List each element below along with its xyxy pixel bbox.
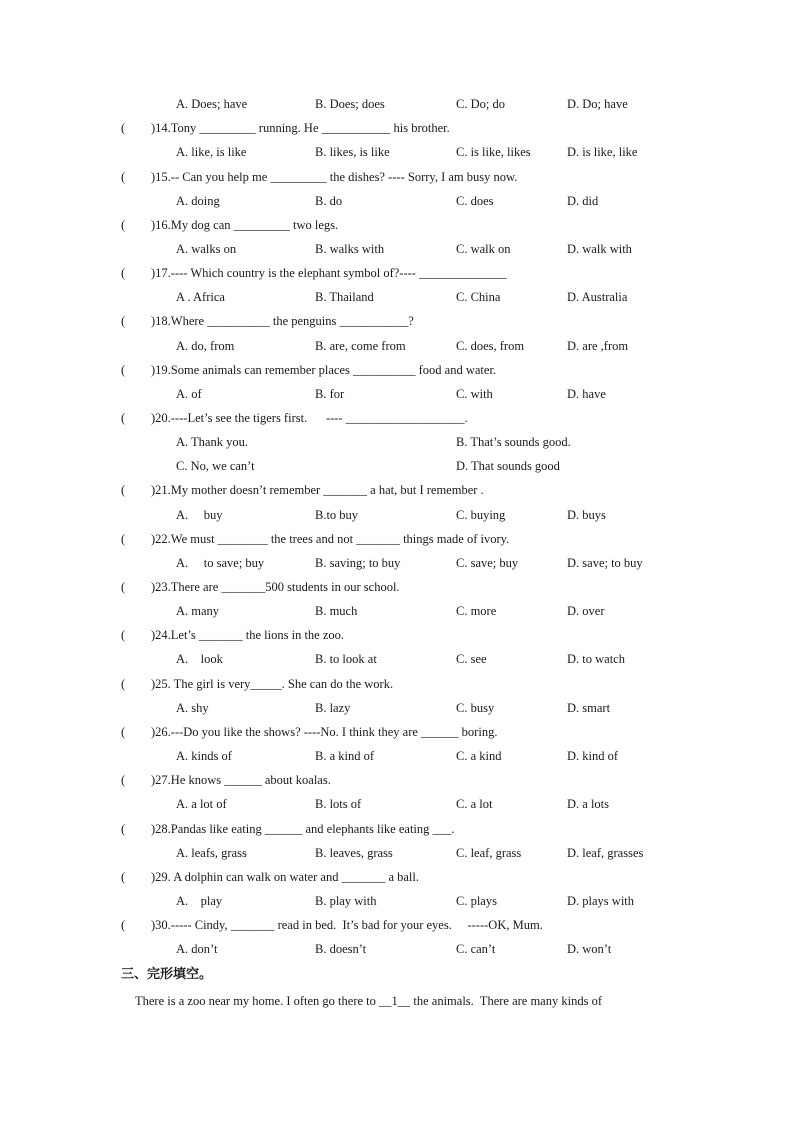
option-b: B. saving; to buy <box>315 556 401 570</box>
option-b: B. leaves, grass <box>315 846 393 860</box>
option-d: D. plays with <box>567 894 635 908</box>
answer-bracket[interactable]: ( <box>121 218 151 232</box>
question-stem: )20.----Let’s see the tigers first. ---- ___________________. <box>151 411 468 425</box>
option-c: C. more <box>456 604 497 618</box>
option-c: C. with <box>456 387 493 401</box>
answer-bracket[interactable]: ( <box>121 580 151 594</box>
option-a: A. walks on <box>176 242 237 256</box>
option-c: C. does, from <box>456 339 525 353</box>
option-d: D. smart <box>567 701 611 715</box>
option-a: A. like, is like <box>176 145 247 159</box>
option-c: C. can’t <box>456 942 496 956</box>
question-stem: )14.Tony _________ running. He ___________ his brother. <box>151 121 450 135</box>
option-c: C. see <box>456 652 487 666</box>
question-stem: )26.---Do you like the shows? ----No. I think they are ______ boring. <box>151 725 498 739</box>
question-stem: )17.---- Which country is the elephant symbol of?---- ______________ <box>151 266 507 280</box>
option-a: A. don’t <box>176 942 218 956</box>
option-d: D. over <box>567 604 605 618</box>
question-stem: )28.Pandas like eating ______ and elephants like eating ___. <box>151 822 455 836</box>
option-b: B. lots of <box>315 797 362 811</box>
question-stem: )16.My dog can _________ two legs. <box>151 218 339 232</box>
option-d: D. save; to buy <box>567 556 643 570</box>
question-stem: )29. A dolphin can walk on water and _______ a ball. <box>151 870 419 884</box>
answer-bracket[interactable]: ( <box>121 677 151 691</box>
option-d: D. is like, like <box>567 145 638 159</box>
question-stem: )15.-- Can you help me _________ the dishes? ---- Sorry, I am busy now. <box>151 170 518 184</box>
answer-bracket[interactable]: ( <box>121 773 151 787</box>
answer-bracket[interactable]: ( <box>121 725 151 739</box>
section-title: 三、完形填空。 <box>121 967 213 982</box>
option-c: C. walk on <box>456 242 511 256</box>
option-d: D. did <box>567 194 599 208</box>
question-stem: )22.We must ________ the trees and not _______ things made of ivory. <box>151 532 510 546</box>
option-b: B. do <box>315 194 343 208</box>
option-c: C. save; buy <box>456 556 519 570</box>
option-d: D. have <box>567 387 606 401</box>
option-d: D. won’t <box>567 942 612 956</box>
option-d: D. Australia <box>567 290 628 304</box>
passage-text: There is a zoo near my home. I often go there to __1__ the animals. There are many kinds of <box>135 994 602 1008</box>
option-b: B. Does; does <box>315 97 385 111</box>
option-a: A. many <box>176 604 220 618</box>
option-a: A. kinds of <box>176 749 232 763</box>
option-b: B. to look at <box>315 652 377 666</box>
option-c: C. a kind <box>456 749 502 763</box>
option-b: B. doesn’t <box>315 942 367 956</box>
question-stem: )18.Where __________ the penguins ___________? <box>151 314 414 328</box>
answer-bracket[interactable]: ( <box>121 363 151 377</box>
option-a: A . Africa <box>176 290 225 304</box>
option-c: C. buying <box>456 508 506 522</box>
option-d: D. to watch <box>567 652 625 666</box>
answer-bracket[interactable]: ( <box>121 266 151 280</box>
question-stem: )23.There are _______500 students in our school. <box>151 580 400 594</box>
option-b: B. for <box>315 387 345 401</box>
option-c: C. busy <box>456 701 495 715</box>
option-a: A. doing <box>176 194 220 208</box>
question-stem: )27.He knows ______ about koalas. <box>151 773 331 787</box>
option-d: D. kind of <box>567 749 619 763</box>
option-a: A. Does; have <box>176 97 248 111</box>
answer-bracket[interactable]: ( <box>121 628 151 642</box>
option-b: B. walks with <box>315 242 385 256</box>
option-b: B. play with <box>315 894 377 908</box>
option-c: C. leaf, grass <box>456 846 522 860</box>
option-b: B. a kind of <box>315 749 375 763</box>
answer-bracket[interactable]: ( <box>121 822 151 836</box>
option-c: C. is like, likes <box>456 145 531 159</box>
option-a: A. a lot of <box>176 797 227 811</box>
option-a: A. Thank you. <box>176 435 248 449</box>
option-c: C. Do; do <box>456 97 505 111</box>
answer-bracket[interactable]: ( <box>121 483 151 497</box>
option-a: A. leafs, grass <box>176 846 247 860</box>
answer-bracket[interactable]: ( <box>121 411 151 425</box>
question-stem: )30.----- Cindy, _______ read in bed. It’s bad for your eyes. -----OK, Mum. <box>151 918 543 932</box>
question-stem: )25. The girl is very_____. She can do the work. <box>151 677 394 691</box>
option-d: D. Do; have <box>567 97 628 111</box>
answer-bracket[interactable]: ( <box>121 170 151 184</box>
option-c: C. China <box>456 290 501 304</box>
option-a: A. of <box>176 387 202 401</box>
option-d: D. a lots <box>567 797 610 811</box>
option-c: C. a lot <box>456 797 493 811</box>
option-a: A. shy <box>176 701 209 715</box>
option-d: D. walk with <box>567 242 632 256</box>
answer-bracket[interactable]: ( <box>121 314 151 328</box>
option-a: A. to save; buy <box>176 556 265 570</box>
option-a: A. look <box>176 652 223 666</box>
option-a: A. buy <box>176 508 223 522</box>
option-b: B. likes, is like <box>315 145 390 159</box>
option-b: B. That’s sounds good. <box>456 435 571 449</box>
answer-bracket[interactable]: ( <box>121 870 151 884</box>
option-c: C. does <box>456 194 494 208</box>
answer-bracket[interactable]: ( <box>121 532 151 546</box>
option-b: B. Thailand <box>315 290 374 304</box>
question-stem: )19.Some animals can remember places __________ food and water. <box>151 363 497 377</box>
answer-bracket[interactable]: ( <box>121 918 151 932</box>
option-d: D. That sounds good <box>456 459 560 473</box>
answer-bracket[interactable]: ( <box>121 121 151 135</box>
option-b: B. lazy <box>315 701 351 715</box>
option-b: B. much <box>315 604 358 618</box>
question-stem: )21.My mother doesn’t remember _______ a hat, but I remember . <box>151 483 484 497</box>
option-c: C. No, we can’t <box>176 459 255 473</box>
option-d: D. buys <box>567 508 606 522</box>
option-c: C. plays <box>456 894 497 908</box>
question-stem: )24.Let’s _______ the lions in the zoo. <box>151 628 345 642</box>
option-b: B.to buy <box>315 508 359 522</box>
option-b: B. are, come from <box>315 339 406 353</box>
option-d: D. are ,from <box>567 339 629 353</box>
option-a: A. do, from <box>176 339 235 353</box>
option-a: A. play <box>176 894 223 908</box>
option-d: D. leaf, grasses <box>567 846 644 860</box>
